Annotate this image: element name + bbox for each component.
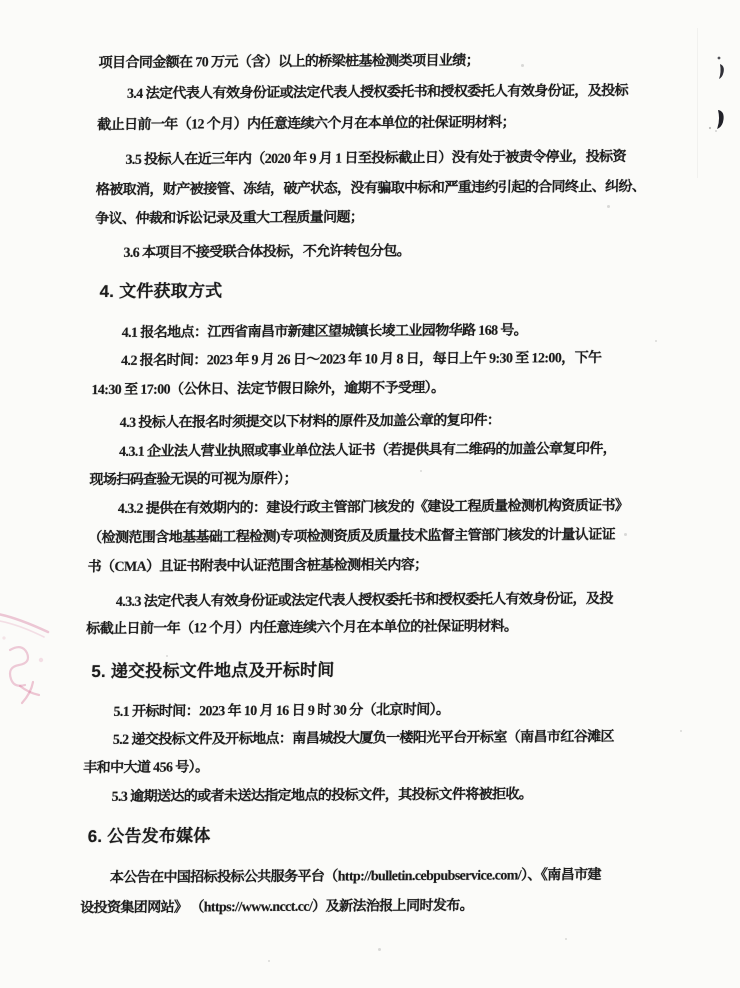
- text-line: 5.1 开标时间：2023 年 10 月 16 日 9 时 30 分（北京时间）。: [113, 702, 450, 720]
- text-line: 4.3 投标人在报名时须提交以下材料的原件及加盖公章的复印件：: [119, 413, 501, 431]
- pink-ink-smudge: [0, 598, 58, 718]
- scan-speck: [166, 655, 168, 657]
- text-line: 截止日前一年（12 个月）内任意连续六个月在本单位的社保证明材料；: [97, 115, 516, 134]
- scan-speck: [607, 205, 610, 208]
- text-line: 现场扫码查验无误的可视为原件）；: [89, 471, 298, 489]
- scan-speck: [378, 948, 381, 951]
- text-line: 标截止日前一年（12 个月）内任意连续六个月在本单位的社保证明材料。: [86, 619, 518, 638]
- scan-speck: [268, 960, 270, 962]
- text-line: 4.3.2 提供在有效期内的：建设行政主管部门核发的《建设工程质量检测机构资质证书》: [117, 498, 629, 517]
- scan-speck: [680, 730, 682, 732]
- fold-shadow: [697, 28, 698, 178]
- text-line: 3.6 本项目不接受联合体投标，不允许转包分包。: [123, 244, 411, 261]
- text-line: 14:30 至 17:00（公休日、法定节假日除外，逾期不予受理）。: [91, 380, 445, 399]
- section-heading: 5. 递交投标文件地点及开标时间: [91, 660, 335, 682]
- section-heading: 6. 公告发布媒体: [87, 826, 211, 847]
- text-line: 3.5 投标人在近三年内（2020 年 9 月 1 日至投标截止日）没有处于被责令停业，投标资: [125, 149, 627, 168]
- text-line: 5.2 递交投标文件及开标地点：南昌城投大厦负一楼阳光平台开标室（南昌市红谷滩区: [112, 729, 615, 748]
- scan-speck: [624, 533, 627, 536]
- scan-speck: [420, 470, 422, 472]
- text-line: 项目合同金额在 70 万元（含）以上的桥梁桩基检测类项目业绩；: [98, 53, 480, 72]
- text-line: 4.3.1 企业法人营业执照或事业单位法人证书（若提供具有二维码的加盖公章复印件，: [118, 441, 617, 460]
- text-line: 丰和中大道 456 号）。: [83, 760, 209, 777]
- text-line: （检测范围含地基基础工程检测)专项检测资质及质量技术监督主管部门核发的计量认证证: [88, 527, 616, 547]
- text-line: 本公告在中国招标投标公共服务平台（http://bulletin.cebpubservice.com/）、《南昌市建: [109, 867, 602, 886]
- text-line: 5.3 逾期送达的或者未送达指定地点的投标文件，其投标文件将被拒收。: [111, 787, 533, 805]
- text-line: 争议、仲裁和诉讼记录及重大工程质量问题；: [95, 210, 364, 228]
- text-line: 格被取消，财产被接管、冻结，破产状态，没有骗取中标和严重违约引起的合同终止、纠纷、: [95, 179, 646, 199]
- section-heading: 4. 文件获取方式: [99, 281, 223, 302]
- text-line: 设投资集团网站》 （https://www.ncct.cc/）及新法治报上同时发布。: [79, 898, 474, 917]
- text-line: 3.4 法定代表人有效身份证或法定代表人授权委托书和授权委托人有效身份证，及投标: [126, 83, 629, 102]
- text-line: 书（CMA）且证书附表中认证范围含桩基检测相关内容；: [87, 557, 428, 576]
- scan-speck: [655, 340, 657, 342]
- edge-ink-marks: [706, 52, 736, 136]
- text-line: 4.3.3 法定代表人有效身份证或法定代表人授权委托书和授权委托人有效身份证，及投: [115, 591, 613, 610]
- scan-speck: [521, 64, 524, 67]
- text-line: 4.2 报名时间：2023 年 9 月 26 日～2023 年 10 月 8 日，每日上午 9:30 至 12:00，下午: [120, 350, 602, 369]
- scan-speck: [565, 938, 567, 940]
- text-line: 4.1 报名地点：江西省南昌市新建区望城镇长堎工业园物华路 168 号。: [121, 323, 528, 341]
